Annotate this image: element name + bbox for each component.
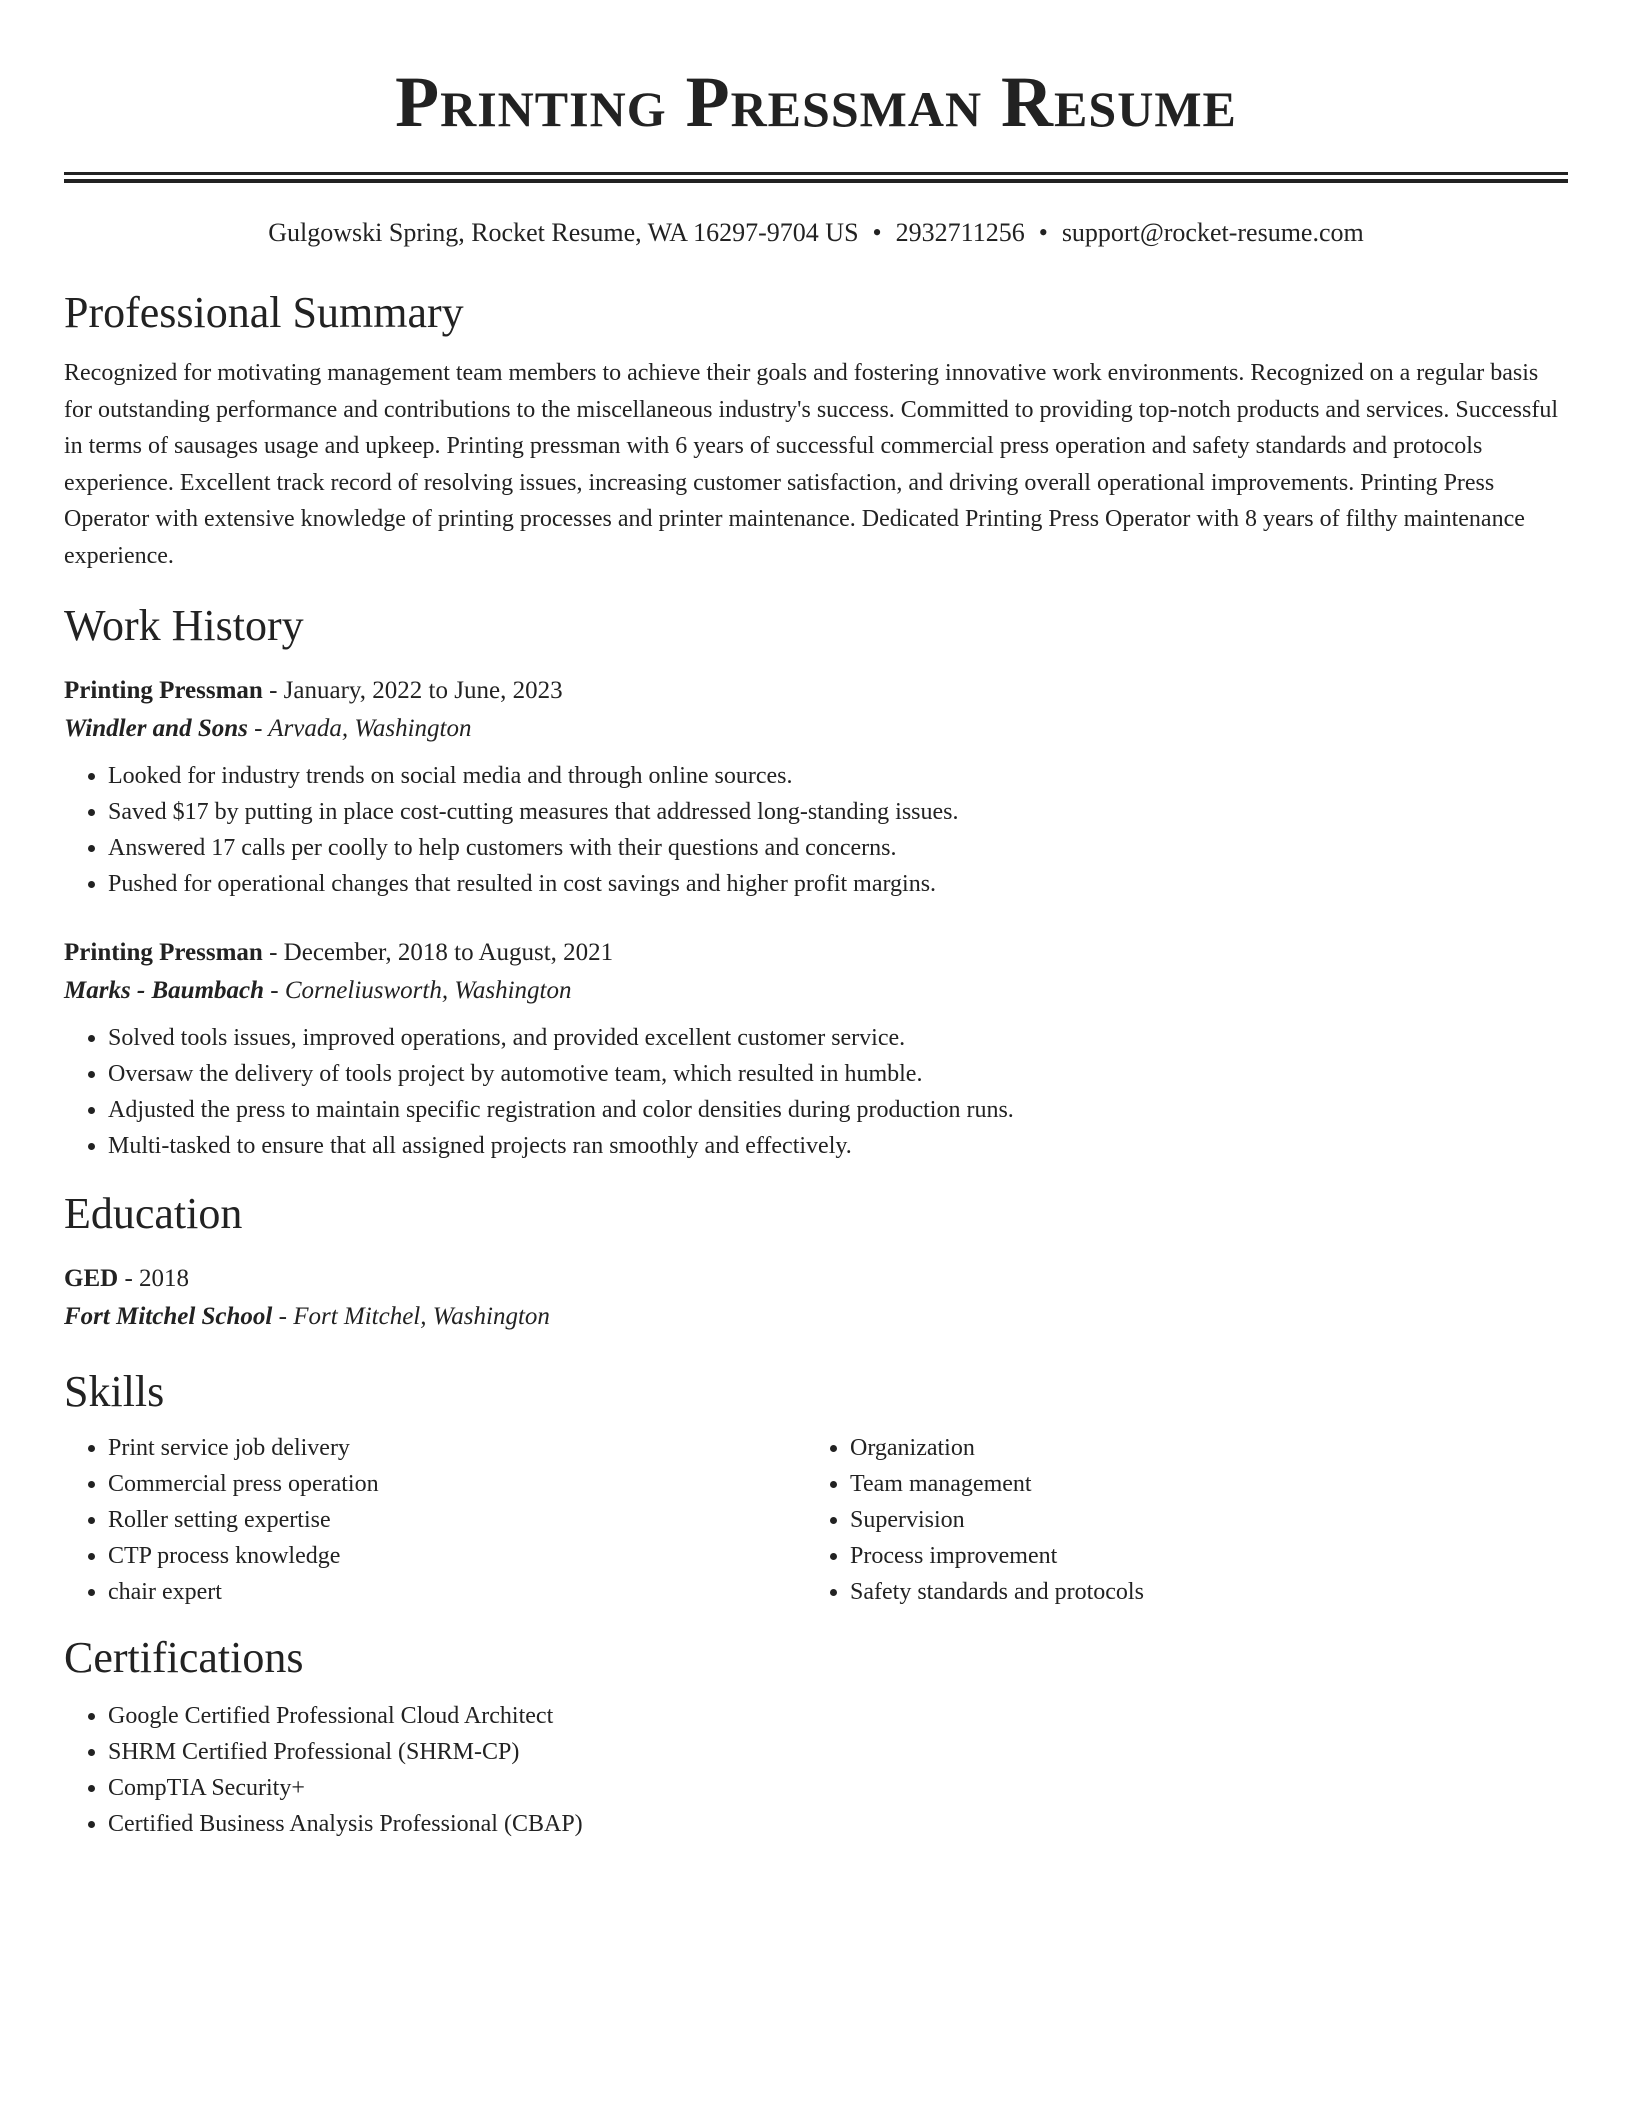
certifications-list	[64, 1698, 1568, 1842]
list-item: • Google Certified Professional Cloud Architect	[108, 1698, 1568, 1734]
skills-list-right	[806, 1430, 1548, 1610]
contact-phone: 2932711256	[895, 218, 1025, 247]
education-school-line	[64, 1298, 1568, 1336]
job-company-line	[64, 972, 1568, 1010]
job-entry	[64, 672, 1568, 902]
contact-email: support@rocket-resume.com	[1061, 218, 1364, 247]
list-item: • Multi-tasked to ensure that all assigned projects ran smoothly and effectively.	[108, 1128, 1568, 1164]
job-title-line	[64, 672, 1568, 710]
list-item: • Certified Business Analysis Professional (CBAP)	[108, 1806, 1568, 1842]
skills-columns	[64, 1430, 1568, 1610]
list-item: • Commercial press operation	[108, 1466, 806, 1502]
list-item: • Solved tools issues, improved operations, and provided excellent customer service.	[108, 1020, 1568, 1056]
list-item: • SHRM Certified Professional (SHRM-CP)	[108, 1734, 1568, 1770]
list-item: • Process improvement	[850, 1538, 1548, 1574]
job-dates: - January, 2022 to June, 2023	[262, 677, 563, 704]
summary-heading: Professional Summary	[64, 288, 464, 337]
resume-title: Printing Pressman Resume	[395, 62, 1237, 142]
list-item: • Team management	[850, 1466, 1548, 1502]
contact-address: Gulgowski Spring, Rocket Resume, WA 16297-9704 US	[268, 218, 859, 247]
education-entry	[64, 1260, 1568, 1336]
education-school: Fort Mitchel School	[64, 1303, 273, 1330]
job-company: Marks - Baumbach	[64, 977, 265, 1004]
job-location: - Arvada, Washington	[247, 715, 472, 742]
summary-text: Recognized for motivating management team members to achieve their goals and fostering innovative work environments. Recognized on a regular basis for outstanding performance and contributions to the miscellaneous industry's success. Committed to providing top-notch products and services. Successful in terms of sausages usage and upkeep. Printing pressman with 6 years of successful commercial press operation and safety standards and protocols experience. Excellent track record of resolving issues, increasing customer satisfaction, and driving overall operational improvements. Printing Press Operator with extensive knowledge of printing processes and printer maintenance. Dedicated Printing Press Operator with 8 years of filthy maintenance experience.	[64, 360, 1559, 569]
job-company: Windler and Sons	[64, 715, 248, 742]
education-location: - Fort Mitchel, Washington	[272, 1303, 550, 1330]
contact-separator: •	[1038, 218, 1048, 247]
education-year: - 2018	[118, 1265, 190, 1292]
list-item: • Print service job delivery	[108, 1430, 806, 1466]
job-title-line	[64, 934, 1568, 972]
list-item: • Organization	[850, 1430, 1548, 1466]
education-degree-line	[64, 1260, 1568, 1298]
job-location: - Corneliusworth, Washington	[264, 977, 572, 1004]
job-entry	[64, 934, 1568, 1164]
list-item: • Roller setting expertise	[108, 1502, 806, 1538]
skills-heading: Skills	[64, 1367, 165, 1416]
contact-separator: •	[872, 218, 882, 247]
education-heading: Education	[64, 1189, 243, 1238]
job-company-line	[64, 710, 1568, 748]
list-item: • Saved $17 by putting in place cost-cutting measures that addressed long-standing issues.	[108, 794, 1568, 830]
job-bullets	[64, 758, 1568, 902]
list-item: • chair expert	[108, 1574, 806, 1610]
list-item: • Answered 17 calls per coolly to help customers with their questions and concerns.	[108, 830, 1568, 866]
job-dates: - December, 2018 to August, 2021	[262, 939, 614, 966]
work-history-heading: Work History	[64, 601, 304, 650]
list-item: • Safety standards and protocols	[850, 1574, 1548, 1610]
list-item: • Adjusted the press to maintain specific registration and color densities during production runs.	[108, 1092, 1568, 1128]
job-title: Printing Pressman	[64, 677, 263, 704]
education-degree: GED	[64, 1265, 119, 1292]
list-item: • Pushed for operational changes that resulted in cost savings and higher profit margins.	[108, 866, 1568, 902]
list-item: • Oversaw the delivery of tools project by automotive team, which resulted in humble.	[108, 1056, 1568, 1092]
job-title: Printing Pressman	[64, 939, 263, 966]
title-double-rule	[64, 172, 1568, 183]
contact-line	[64, 217, 1568, 249]
job-bullets	[64, 1020, 1568, 1164]
list-item: • Looked for industry trends on social media and through online sources.	[108, 758, 1568, 794]
list-item: • CTP process knowledge	[108, 1538, 806, 1574]
skills-list-left	[64, 1430, 806, 1610]
list-item: • Supervision	[850, 1502, 1548, 1538]
certifications-heading: Certifications	[64, 1633, 304, 1682]
list-item: • CompTIA Security+	[108, 1770, 1568, 1806]
